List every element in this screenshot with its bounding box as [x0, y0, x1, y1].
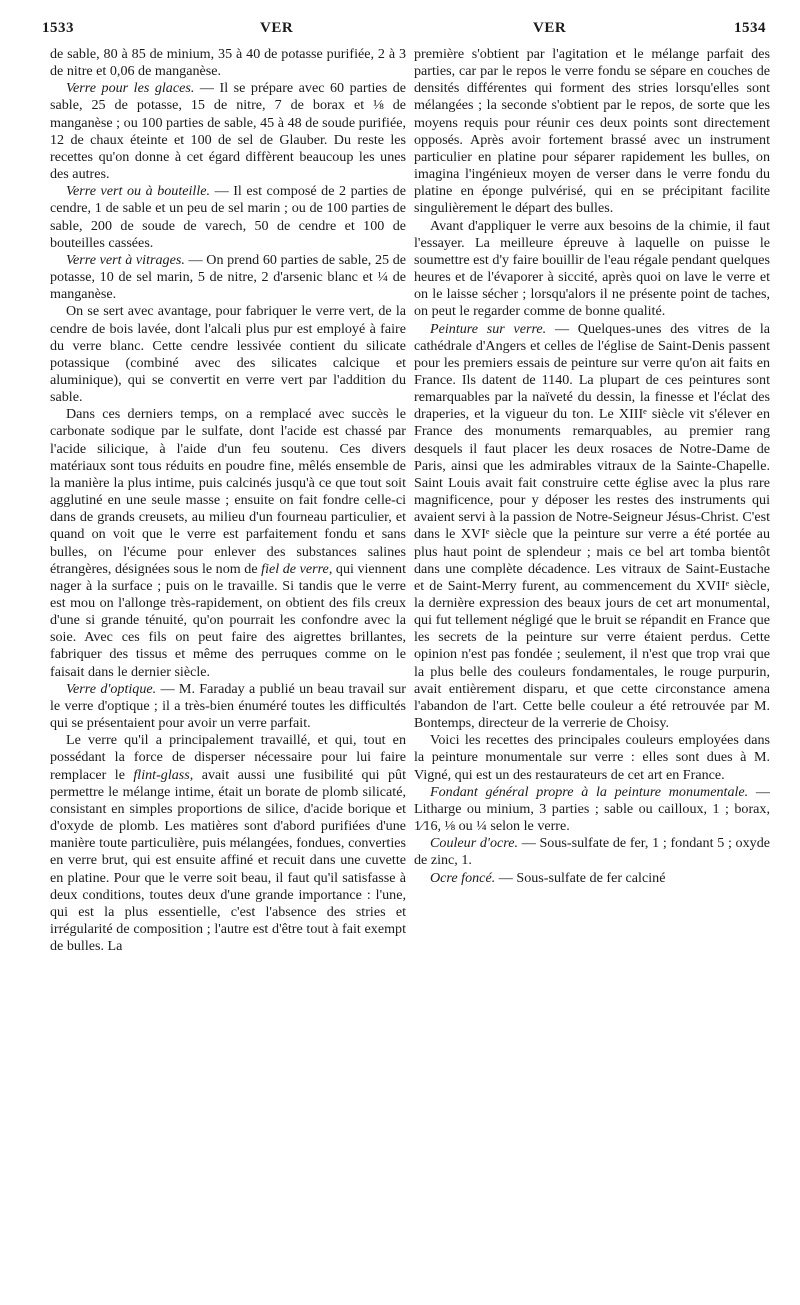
italic-term: fiel de verre [261, 560, 329, 577]
entry-heading: Verre vert à vitrages. [66, 251, 185, 268]
paragraph-text: première s'obtient par l'agitation et le mélange parfait des parties, car par le repos le verre fondu se sépare en couches de densités différentes qui forment des stries lorsqu'elles sont mélangées ; la seconde s'obtient par le repos, de sorte que les moyens requis pour réunir ces deux points sont directement opposés. Après avoir fortement brassé avec un instrument particulier en platine pour séparer rapidement les bulles, on imagina l'ingénieux moyen de verser dans le verre fondu du platine en éponge pulvérisé, qui en se précipitant facilite singulièrement le départ des bulles. [414, 46, 770, 217]
entry-heading: Verre pour les glaces. [66, 80, 195, 97]
entry-text: — Litharge ou minium, 3 parties ; sable ou cailloux, 1 ; borax, 1⁄16, ⅛ ou ¼ selon le verre. [414, 783, 770, 835]
page-number-right: 1534 [734, 20, 766, 36]
entry-paragraph [414, 321, 770, 733]
left-column [50, 46, 406, 955]
paragraph-text: Dans ces derniers temps, on a remplacé avec succès le carbonate sodique par le sulfate, dont l'acide est chassé par l'acide silicique, à l'aide d'un feu soutenu. Ces divers matériaux sont tous réduits en poudre fine, mêlés ensemble de la manière la plus intime, puis calcinés jusqu'à ce que tout soit agglutiné en une seule masse ; ensuite on fait fondre celle-ci dans de grands creusets, au milieu d'un fourneau particulier, et quand on voit que le verre est parfaitement fondu et sans bulles, on l'écume pour enlever des substances salines étrangères, désignées sous le nom de [50, 406, 406, 577]
paragraph-text: , avait aussi une fusibilité qui pût permettre le mélange intime, était un borate de plomb silicaté, consistant en simples proportions de silice, d'acide borique et d'oxyde de plomb. Les matières sont d'abord purifiées d'une manière toute particulière, puis mélangées, fondues, converties en verre brut, qui est ensuite affiné et recuit dans une cuvette en platine. Pour que le verre soit beau, il faut qu'il satisfasse à deux conditions, toutes deux d'une grande importance : l'une, qui est la plus essentielle, c'est l'absence des stries et irrégularité de composition ; l'autre est d'être tout à fait exempt de bulles. La [50, 766, 406, 955]
entry-text: — Il est composé de 2 parties de cendre, 1 de sable et un peu de sel marin ; ou de 100 parties de sable, 200 de soude de varech, 50 de cendre et 100 de bouteilles cassées. [50, 183, 406, 251]
entry-text: — Quelques-unes des vitres de la cathédrale d'Angers et celles de l'église de Saint-Denis passent pour les premiers essais de peinture sur verre qu'on ait faits en France. Ils datent de 1140. La plupart de ces peintures sont remarquables par la naïveté du dessin, la finesse et l'éclat des draperies, et la vigueur du ton. Le XIIIᵉ siècle vit s'élever en France des monuments remarquables, au premier rang desquels il faut placer les deux rosaces de Notre-Dame de Paris, ainsi que les admirables vitraux de la Sainte-Chapelle. Saint Louis avait fait construire cette église avec la plus rare magnificence, pour y déposer les restes des instruments qui avaient servi à la passion de Notre-Seigneur Jésus-Christ. C'est dans le XVIᵉ siècle que la peinture sur verre a été portée au plus haut point de splendeur ; mais ce bel art tomba bientôt dans une complète décadence. Les vitraux de Saint-Eustache et de Saint-Merry furent, au commencement du XVIIᵉ siècle, la dernière expression des beaux jours de cet art monumental, qui fut tellement négligé que le bruit se répandit en France que les secrets de la peinture sur verre étaient perdus. Cette opinion n'est pas fondée ; seulement, il n'est que trop vrai que la plus belle des couleurs fondamentales, le rouge purpurin, avait entièrement disparu, et que cette circonstance amena l'abandon de l'art. Cette belle couleur a été retrouvée par M. Bontemps, directeur de la verrerie de Choisy. [414, 320, 770, 732]
paragraph [50, 406, 406, 681]
paragraph [50, 732, 406, 955]
page-number-left: 1533 [42, 20, 74, 36]
entry-heading: Verre vert ou à bouteille. [66, 183, 211, 200]
entry-text: — Sous-sulfate de fer, 1 ; fondant 5 ; oxyde de zinc, 1. [414, 835, 770, 869]
paragraph [414, 732, 770, 783]
entry-heading: Ocre foncé. [430, 869, 496, 886]
entry-text: — Sous-sulfate de fer calciné [495, 869, 666, 886]
entry-heading: Peinture sur verre. [430, 320, 547, 337]
entry-text: — Il se prépare avec 60 parties de sable, 25 de potasse, 15 de nitre, 7 de borax et ⅛ de manganèse ; ou 100 parties de sable, 45 à 48 de soude purifiée, 12 de chaux éteinte et 100 de sel de Glauber. Du reste les recettes qu'on donne à cet égard diffèrent beaucoup les unes des autres. [50, 80, 406, 183]
paragraph-text: Avant d'appliquer le verre aux besoins de la chimie, il faut l'essayer. La meilleure épreuve à laquelle on puisse le soumettre est d'y faire bouillir de l'eau régale pendant quelques heures et de l'évaporer à siccité, après quoi on lave le verre et on le laisse sécher ; lorsqu'alors il ne présente point de taches, on peut le regarder comme de bonne qualité. [414, 217, 770, 320]
paragraph [50, 46, 406, 80]
entry-paragraph [414, 835, 770, 869]
page-header [42, 16, 766, 42]
entry-heading: Fondant général propre à la peinture monumentale. [430, 783, 749, 800]
paragraph-text: Le verre qu'il a principalement travaillé, et qui, tout en possédant la force de disperser nécessaire pour lui faire remplacer le [50, 732, 406, 783]
entry-paragraph [50, 252, 406, 303]
entry-paragraph [50, 80, 406, 183]
entry-heading: Couleur d'ocre. [430, 835, 518, 852]
entry-text: — On prend 60 parties de sable, 25 de potasse, 10 de sel marin, 5 de nitre, 2 d'arsenic blanc et ¼ de manganèse. [50, 251, 406, 303]
italic-term: flint-glass [133, 766, 190, 783]
running-head-right: VER [533, 20, 567, 36]
paragraph [50, 303, 406, 406]
right-column [414, 46, 770, 887]
paragraph-text: On se sert avec avantage, pour fabriquer le verre vert, de la cendre de bois lavée, dont l'alcali plus pur est employé à faire du verre blanc. Cette cendre lessivée contient du silicate potassique (combiné avec des silicates calcique et aluminique), qui se convertit en verre vert par l'addition du sable. [50, 303, 406, 406]
paragraph-text: Voici les recettes des principales couleurs employées dans la peinture monumentale sur verre : elles sont dues à M. Vigné, qui est un des restaurateurs de cet art en France. [414, 732, 770, 783]
paragraph [414, 46, 770, 218]
entry-paragraph [414, 870, 770, 887]
entry-paragraph [50, 183, 406, 252]
entry-paragraph [50, 681, 406, 732]
paragraph-text: de sable, 80 à 85 de minium, 35 à 40 de potasse purifiée, 2 à 3 de nitre et 0,06 de manganèse. [50, 46, 406, 80]
paragraph-text: , qui viennent nager à la surface ; puis on le travaille. Si tandis que le verre est mou on l'allonge très-rapidement, on obtient des fils creux d'une si grande ténuité, qu'on pourrait les confondre avec la soie. Avec ces fils on peut faire des aigrettes brillantes, fabriquer des tissus et même des perruques comme on le faisait dans le dernier siècle. [50, 560, 406, 680]
running-head-left: VER [260, 20, 294, 36]
entry-heading: Verre d'optique. [66, 680, 157, 697]
entry-text: — M. Faraday a publié un beau travail sur le verre d'optique ; il a très-bien énuméré toutes les difficultés qui se présentaient pour avoir un verre parfait. [50, 680, 407, 732]
entry-paragraph [414, 784, 770, 835]
paragraph [414, 218, 770, 321]
